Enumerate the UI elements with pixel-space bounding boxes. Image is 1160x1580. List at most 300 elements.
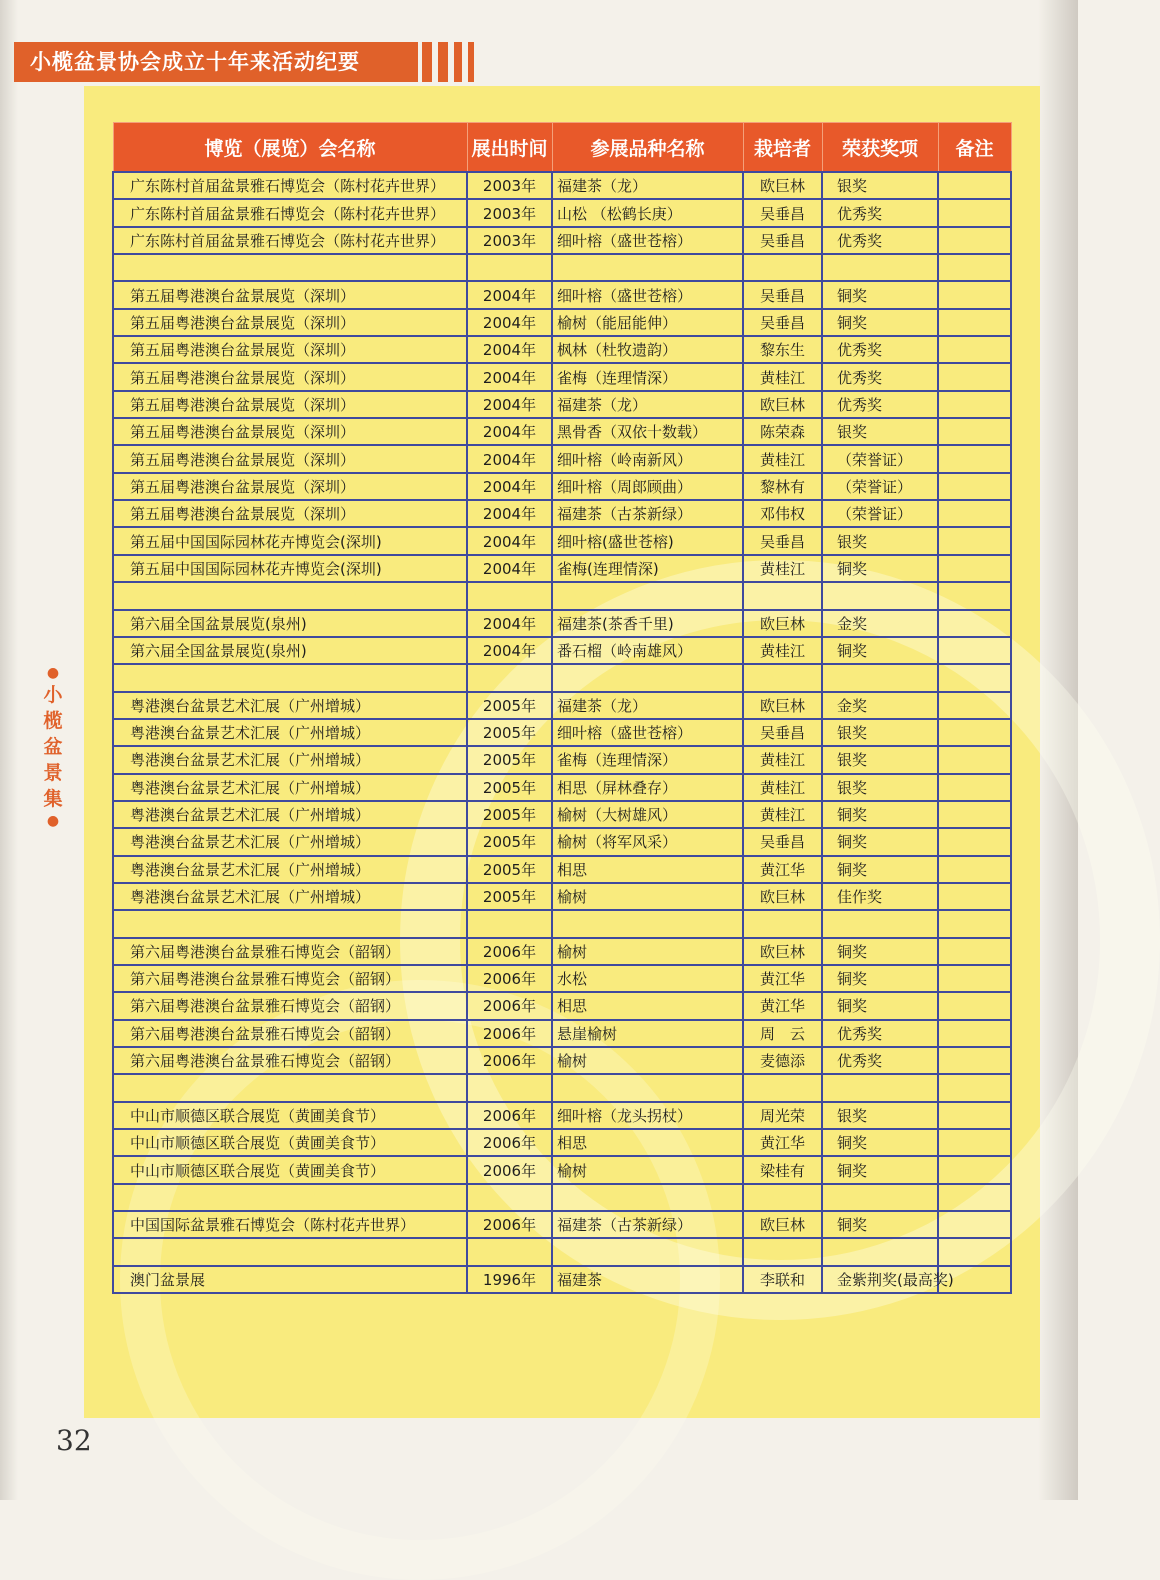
cell-grower: 吴垂昌 <box>743 828 822 855</box>
cell-grower: 黄桂江 <box>743 801 822 828</box>
cell-notes <box>938 254 1011 281</box>
cell-variety: 相思 <box>552 856 743 883</box>
cell-date: 2005年 <box>467 883 552 910</box>
cell-grower: 黄江华 <box>743 992 822 1019</box>
cell-date <box>467 910 552 937</box>
cell-notes <box>938 555 1011 582</box>
cell-notes <box>938 746 1011 773</box>
cell-award: 铜奖 <box>822 828 938 855</box>
cell-notes <box>938 172 1011 199</box>
cell-notes <box>938 1074 1011 1101</box>
cell-date: 2005年 <box>467 801 552 828</box>
cell-award: 优秀奖 <box>822 336 938 363</box>
cell-grower: 黄江华 <box>743 856 822 883</box>
table-row <box>113 281 1011 308</box>
table-row <box>113 1047 1011 1074</box>
cell-notes <box>938 582 1011 609</box>
table-row <box>113 336 1011 363</box>
table-row <box>113 965 1011 992</box>
cell-variety: 水松 <box>552 965 743 992</box>
cell-notes <box>938 1238 1011 1265</box>
cell-grower <box>743 664 822 691</box>
cell-grower: 黄江华 <box>743 1129 822 1156</box>
side-label <box>40 664 66 830</box>
cell-notes <box>938 828 1011 855</box>
cell-variety: 细叶榕(盛世苍榕) <box>552 527 743 554</box>
cell-exhibition <box>113 664 467 691</box>
table-row <box>113 445 1011 472</box>
cell-grower: 邓伟权 <box>743 500 822 527</box>
side-label-char: 景 <box>43 762 63 784</box>
cell-variety <box>552 664 743 691</box>
cell-variety <box>552 582 743 609</box>
cell-exhibition: 第六届粤港澳台盆景雅石博览会（韶钢） <box>113 1047 467 1074</box>
cell-notes <box>938 445 1011 472</box>
cell-grower: 黄江华 <box>743 965 822 992</box>
cell-notes <box>938 965 1011 992</box>
cell-notes <box>938 1047 1011 1074</box>
cell-date: 1996年 <box>467 1266 552 1293</box>
cell-award: 优秀奖 <box>822 391 938 418</box>
cell-notes <box>938 309 1011 336</box>
table-row <box>113 1020 1011 1047</box>
cell-variety: 细叶榕（岭南新风） <box>552 445 743 472</box>
cell-grower: 吴垂昌 <box>743 527 822 554</box>
side-label-dot: ● <box>46 665 60 681</box>
table-row <box>113 391 1011 418</box>
cell-grower: 吴垂昌 <box>743 719 822 746</box>
cell-date: 2005年 <box>467 856 552 883</box>
cell-award: 铜奖 <box>822 856 938 883</box>
side-label-char: 小 <box>43 684 63 706</box>
cell-exhibition: 粤港澳台盆景艺术汇展（广州增城） <box>113 883 467 910</box>
cell-award: 银奖 <box>822 719 938 746</box>
cell-date: 2004年 <box>467 473 552 500</box>
cell-notes <box>938 938 1011 965</box>
cell-date: 2004年 <box>467 363 552 390</box>
cell-exhibition: 中国国际盆景雅石博览会（陈村花卉世界） <box>113 1211 467 1238</box>
cell-grower: 吴垂昌 <box>743 199 822 226</box>
cell-award: 铜奖 <box>822 938 938 965</box>
cell-notes <box>938 473 1011 500</box>
cell-award: 铜奖 <box>822 281 938 308</box>
cell-award: （荣誉证） <box>822 473 938 500</box>
cell-date <box>467 1238 552 1265</box>
cell-notes <box>938 774 1011 801</box>
side-label-char: 榄 <box>43 710 63 732</box>
cell-grower <box>743 910 822 937</box>
cell-notes <box>938 1102 1011 1129</box>
cell-award: 金紫荆奖(最高奖) <box>822 1266 938 1293</box>
cell-award <box>822 1074 938 1101</box>
cell-grower: 欧巨林 <box>743 610 822 637</box>
cell-notes <box>938 719 1011 746</box>
cell-notes <box>938 610 1011 637</box>
cell-variety: 细叶榕（盛世苍榕） <box>552 719 743 746</box>
cell-exhibition: 第五届粤港澳台盆景展览（深圳） <box>113 281 467 308</box>
cell-variety: 黑骨香（双依十数载） <box>552 418 743 445</box>
cell-exhibition <box>113 1238 467 1265</box>
cell-grower <box>743 1184 822 1211</box>
table-row <box>113 1074 1011 1101</box>
cell-variety: 番石榴（岭南雄风） <box>552 637 743 664</box>
cell-exhibition: 粤港澳台盆景艺术汇展（广州增城） <box>113 746 467 773</box>
cell-exhibition: 粤港澳台盆景艺术汇展（广州增城） <box>113 856 467 883</box>
cell-exhibition: 粤港澳台盆景艺术汇展（广州增城） <box>113 828 467 855</box>
cell-grower: 李联和 <box>743 1266 822 1293</box>
table-row <box>113 418 1011 445</box>
cell-exhibition: 第五届粤港澳台盆景展览（深圳） <box>113 309 467 336</box>
cell-grower: 欧巨林 <box>743 883 822 910</box>
cell-exhibition: 第五届粤港澳台盆景展览（深圳） <box>113 363 467 390</box>
cell-grower: 麦德添 <box>743 1047 822 1074</box>
cell-notes <box>938 1129 1011 1156</box>
cell-award: 银奖 <box>822 418 938 445</box>
cell-notes <box>938 1211 1011 1238</box>
cell-award: 铜奖 <box>822 1156 938 1183</box>
cell-grower: 黄桂江 <box>743 746 822 773</box>
table-row <box>113 172 1011 199</box>
cell-date: 2004年 <box>467 610 552 637</box>
cell-exhibition: 第六届全国盆景展览(泉州) <box>113 637 467 664</box>
cell-date <box>467 582 552 609</box>
table-header-row <box>113 123 1011 173</box>
cell-grower: 黄桂江 <box>743 445 822 472</box>
table-row <box>113 801 1011 828</box>
table-row <box>113 473 1011 500</box>
cell-date: 2004年 <box>467 637 552 664</box>
column-header-date: 展出时间 <box>467 123 552 173</box>
cell-notes <box>938 227 1011 254</box>
table-row <box>113 1102 1011 1129</box>
cell-grower: 黄桂江 <box>743 637 822 664</box>
cell-exhibition: 中山市顺德区联合展览（黄圃美食节） <box>113 1129 467 1156</box>
cell-date: 2004年 <box>467 309 552 336</box>
cell-variety: 福建茶（龙） <box>552 391 743 418</box>
cell-notes <box>938 1184 1011 1211</box>
cell-date: 2004年 <box>467 527 552 554</box>
cell-grower: 欧巨林 <box>743 692 822 719</box>
cell-exhibition: 粤港澳台盆景艺术汇展（广州增城） <box>113 692 467 719</box>
awards-table <box>112 122 1012 1294</box>
cell-award: 铜奖 <box>822 637 938 664</box>
cell-variety: 榆树 <box>552 938 743 965</box>
cell-notes <box>938 910 1011 937</box>
cell-variety <box>552 1184 743 1211</box>
table-row <box>113 774 1011 801</box>
cell-grower <box>743 582 822 609</box>
table-row <box>113 582 1011 609</box>
cell-variety: 福建茶（古茶新绿） <box>552 1211 743 1238</box>
table-row <box>113 1184 1011 1211</box>
cell-date: 2006年 <box>467 1211 552 1238</box>
cell-award: 银奖 <box>822 1102 938 1129</box>
cell-award: 银奖 <box>822 746 938 773</box>
cell-variety: 相思 <box>552 992 743 1019</box>
cell-award: 银奖 <box>822 527 938 554</box>
cell-grower: 欧巨林 <box>743 938 822 965</box>
cell-date: 2003年 <box>467 172 552 199</box>
table-row <box>113 227 1011 254</box>
table-row <box>113 883 1011 910</box>
cell-exhibition: 第五届中国国际园林花卉博览会(深圳) <box>113 555 467 582</box>
cell-variety: 相思 <box>552 1129 743 1156</box>
cell-exhibition: 第五届粤港澳台盆景展览（深圳） <box>113 473 467 500</box>
side-label-char: 集 <box>43 788 63 810</box>
cell-date: 2004年 <box>467 500 552 527</box>
cell-grower: 黄桂江 <box>743 363 822 390</box>
cell-award: 金奖 <box>822 610 938 637</box>
cell-grower: 黎东生 <box>743 336 822 363</box>
cell-date <box>467 1184 552 1211</box>
cell-exhibition: 广东陈村首届盆景雅石博览会（陈村花卉世界） <box>113 227 467 254</box>
cell-date <box>467 1074 552 1101</box>
cell-exhibition: 澳门盆景展 <box>113 1266 467 1293</box>
cell-exhibition: 第五届粤港澳台盆景展览（深圳） <box>113 445 467 472</box>
cell-variety: 相思（屏林叠存） <box>552 774 743 801</box>
cell-award: 银奖 <box>822 774 938 801</box>
cell-variety: 细叶榕（盛世苍榕） <box>552 281 743 308</box>
cell-exhibition <box>113 910 467 937</box>
cell-variety: 榆树 <box>552 883 743 910</box>
column-header-award: 荣获奖项 <box>822 123 938 173</box>
cell-variety: 枫林（杜牧遗韵） <box>552 336 743 363</box>
table-row <box>113 637 1011 664</box>
cell-variety <box>552 254 743 281</box>
cell-award: 优秀奖 <box>822 363 938 390</box>
cell-grower <box>743 254 822 281</box>
cell-notes <box>938 692 1011 719</box>
cell-exhibition: 第五届粤港澳台盆景展览（深圳） <box>113 391 467 418</box>
cell-award <box>822 910 938 937</box>
cell-notes <box>938 992 1011 1019</box>
cell-variety: 细叶榕（盛世苍榕） <box>552 227 743 254</box>
table-row <box>113 938 1011 965</box>
cell-date: 2004年 <box>467 418 552 445</box>
cell-variety <box>552 910 743 937</box>
cell-exhibition: 中山市顺德区联合展览（黄圃美食节） <box>113 1156 467 1183</box>
cell-date <box>467 664 552 691</box>
cell-date: 2003年 <box>467 199 552 226</box>
cell-notes <box>938 1020 1011 1047</box>
cell-date: 2006年 <box>467 992 552 1019</box>
cell-notes <box>938 500 1011 527</box>
cell-exhibition: 第六届粤港澳台盆景雅石博览会（韶钢） <box>113 965 467 992</box>
cell-grower: 吴垂昌 <box>743 281 822 308</box>
cell-award: 佳作奖 <box>822 883 938 910</box>
cell-date: 2005年 <box>467 774 552 801</box>
cell-variety: 细叶榕（周郎顾曲） <box>552 473 743 500</box>
cell-award <box>822 664 938 691</box>
cell-grower: 吴垂昌 <box>743 309 822 336</box>
cell-award: 铜奖 <box>822 1129 938 1156</box>
table-row <box>113 254 1011 281</box>
cell-variety: 榆树 <box>552 1047 743 1074</box>
table-row <box>113 199 1011 226</box>
page-number: 32 <box>56 1424 92 1457</box>
table-body <box>113 172 1011 1293</box>
cell-date: 2006年 <box>467 1129 552 1156</box>
cell-award: 优秀奖 <box>822 199 938 226</box>
cell-exhibition: 第五届粤港澳台盆景展览（深圳） <box>113 336 467 363</box>
cell-award: 银奖 <box>822 172 938 199</box>
cell-variety <box>552 1238 743 1265</box>
page-title: 小榄盆景协会成立十年来活动纪要 <box>30 50 360 74</box>
cell-exhibition: 粤港澳台盆景艺术汇展（广州增城） <box>113 719 467 746</box>
cell-exhibition <box>113 1184 467 1211</box>
cell-exhibition: 第六届粤港澳台盆景雅石博览会（韶钢） <box>113 1020 467 1047</box>
cell-variety: 福建茶（古茶新绿） <box>552 500 743 527</box>
cell-exhibition: 广东陈村首届盆景雅石博览会（陈村花卉世界） <box>113 199 467 226</box>
cell-variety: 悬崖榆树 <box>552 1020 743 1047</box>
cell-grower: 周光荣 <box>743 1102 822 1129</box>
cell-grower: 陈荣森 <box>743 418 822 445</box>
table-row <box>113 828 1011 855</box>
cell-award: 优秀奖 <box>822 227 938 254</box>
cell-notes <box>938 856 1011 883</box>
cell-date: 2005年 <box>467 719 552 746</box>
cell-award: 优秀奖 <box>822 1020 938 1047</box>
cell-award <box>822 1238 938 1265</box>
table-row <box>113 719 1011 746</box>
cell-date: 2005年 <box>467 746 552 773</box>
cell-grower: 黄桂江 <box>743 555 822 582</box>
table-row <box>113 746 1011 773</box>
cell-variety <box>552 1074 743 1101</box>
table-row <box>113 363 1011 390</box>
cell-date: 2004年 <box>467 281 552 308</box>
cell-award: 铜奖 <box>822 1211 938 1238</box>
cell-date <box>467 254 552 281</box>
cell-exhibition: 广东陈村首届盆景雅石博览会（陈村花卉世界） <box>113 172 467 199</box>
cell-exhibition: 粤港澳台盆景艺术汇展（广州增城） <box>113 801 467 828</box>
cell-notes <box>938 281 1011 308</box>
cell-variety: 福建茶（龙） <box>552 692 743 719</box>
cell-exhibition: 中山市顺德区联合展览（黄圃美食节） <box>113 1102 467 1129</box>
cell-date: 2006年 <box>467 965 552 992</box>
cell-exhibition <box>113 254 467 281</box>
cell-variety: 榆树（能屈能伸） <box>552 309 743 336</box>
cell-variety: 榆树 <box>552 1156 743 1183</box>
cell-date: 2003年 <box>467 227 552 254</box>
cell-date: 2004年 <box>467 555 552 582</box>
cell-variety: 山松 （松鹤长庚） <box>552 199 743 226</box>
cell-grower: 欧巨林 <box>743 391 822 418</box>
cell-notes <box>938 363 1011 390</box>
table-row <box>113 910 1011 937</box>
cell-notes <box>938 527 1011 554</box>
cell-variety: 雀梅(连理情深) <box>552 555 743 582</box>
cell-grower <box>743 1074 822 1101</box>
cell-variety: 榆树（大树雄风） <box>552 801 743 828</box>
cell-variety: 福建茶(茶香千里) <box>552 610 743 637</box>
cell-grower: 欧巨林 <box>743 1211 822 1238</box>
cell-date: 2006年 <box>467 1102 552 1129</box>
cell-exhibition: 第五届粤港澳台盆景展览（深圳） <box>113 418 467 445</box>
table-row <box>113 610 1011 637</box>
cell-award: 铜奖 <box>822 992 938 1019</box>
table-row <box>113 664 1011 691</box>
cell-date: 2005年 <box>467 828 552 855</box>
cell-exhibition: 第五届中国国际园林花卉博览会(深圳) <box>113 527 467 554</box>
side-label-char: 盆 <box>43 736 63 758</box>
cell-award: 优秀奖 <box>822 1047 938 1074</box>
cell-grower: 黎林有 <box>743 473 822 500</box>
cell-variety: 雀梅（连理情深） <box>552 363 743 390</box>
cell-exhibition: 粤港澳台盆景艺术汇展（广州增城） <box>113 774 467 801</box>
cell-variety: 榆树（将军风采） <box>552 828 743 855</box>
table-row <box>113 692 1011 719</box>
table-row <box>113 1156 1011 1183</box>
table-row <box>113 856 1011 883</box>
cell-exhibition <box>113 582 467 609</box>
cell-exhibition: 第五届粤港澳台盆景展览（深圳） <box>113 500 467 527</box>
table-row <box>113 1129 1011 1156</box>
cell-notes <box>938 801 1011 828</box>
cell-award: （荣誉证） <box>822 445 938 472</box>
cell-notes <box>938 199 1011 226</box>
cell-grower: 黄桂江 <box>743 774 822 801</box>
cell-award: 铜奖 <box>822 801 938 828</box>
cell-notes <box>938 418 1011 445</box>
cell-date: 2004年 <box>467 391 552 418</box>
cell-variety: 细叶榕（龙头拐杖） <box>552 1102 743 1129</box>
cell-variety: 雀梅（连理情深） <box>552 746 743 773</box>
cell-date: 2006年 <box>467 1020 552 1047</box>
side-label-dot: ● <box>46 813 60 829</box>
cell-award: 铜奖 <box>822 965 938 992</box>
table-row <box>113 992 1011 1019</box>
cell-variety: 福建茶 <box>552 1266 743 1293</box>
cell-notes <box>938 336 1011 363</box>
cell-grower <box>743 1238 822 1265</box>
cell-grower: 欧巨林 <box>743 172 822 199</box>
cell-date: 2006年 <box>467 938 552 965</box>
table-row <box>113 1266 1011 1293</box>
cell-award: （荣誉证） <box>822 500 938 527</box>
cell-date: 2004年 <box>467 336 552 363</box>
cell-award: 铜奖 <box>822 309 938 336</box>
column-header-exhibition: 博览（展览）会名称 <box>113 123 467 173</box>
column-header-variety: 参展品种名称 <box>552 123 743 173</box>
cell-notes <box>938 637 1011 664</box>
table-row <box>113 500 1011 527</box>
cell-award: 金奖 <box>822 692 938 719</box>
cell-exhibition: 第六届全国盆景展览(泉州) <box>113 610 467 637</box>
cell-notes <box>938 664 1011 691</box>
cell-grower: 吴垂昌 <box>743 227 822 254</box>
cell-date: 2005年 <box>467 692 552 719</box>
table-row <box>113 555 1011 582</box>
table-row <box>113 527 1011 554</box>
cell-date: 2006年 <box>467 1156 552 1183</box>
cell-date: 2004年 <box>467 445 552 472</box>
cell-notes <box>938 391 1011 418</box>
cell-award <box>822 254 938 281</box>
cell-exhibition <box>113 1074 467 1101</box>
cell-variety: 福建茶（龙） <box>552 172 743 199</box>
cell-notes <box>938 1156 1011 1183</box>
cell-notes <box>938 883 1011 910</box>
column-header-grower: 栽培者 <box>743 123 822 173</box>
cell-grower: 梁桂有 <box>743 1156 822 1183</box>
cell-award <box>822 1184 938 1211</box>
column-header-notes: 备注 <box>938 123 1011 173</box>
table-row <box>113 1238 1011 1265</box>
page-header <box>14 42 418 82</box>
cell-date: 2006年 <box>467 1047 552 1074</box>
page-binding-shadow <box>0 0 18 1500</box>
